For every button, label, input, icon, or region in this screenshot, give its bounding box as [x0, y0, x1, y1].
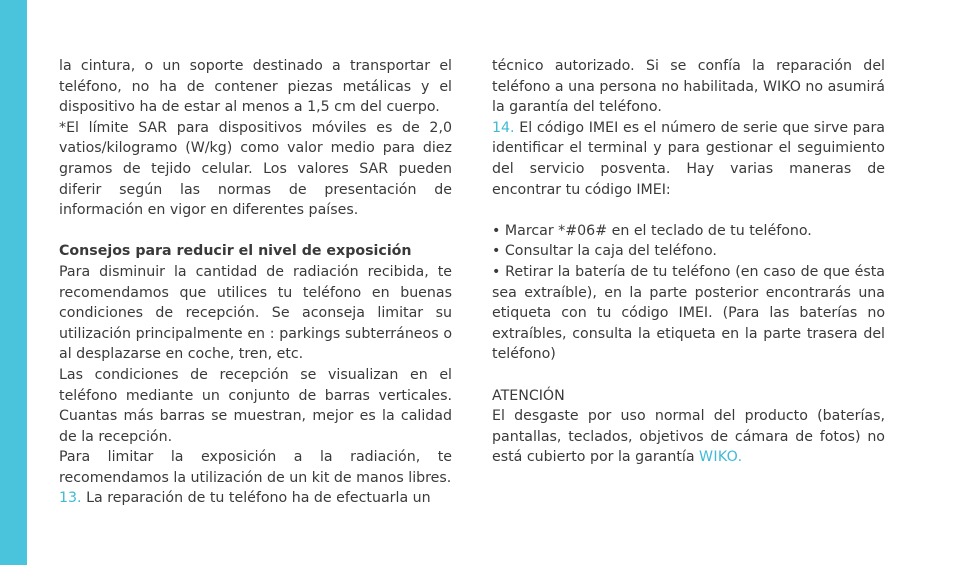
left-column	[59, 56, 452, 509]
paragraph-warranty-wear	[492, 406, 885, 468]
paragraph-authorized-technician: técnico autorizado. Si se confía la reparación del teléfono a una persona no habilitada, WIKO no asumirá la garantía del teléfono.	[492, 58, 885, 116]
bullet-remove-battery: • Retirar la batería de tu teléfono (en caso de que ésta sea extraíble), en la parte posterior encontrarás una etiqueta con tu código IMEI. (Para las baterías no extraíbles, consulta la etiqueta en la parte trasera del teléfono)	[492, 263, 885, 363]
item-13-text: La reparación de tu teléfono ha de efectuarla un	[81, 490, 431, 507]
right-column	[492, 56, 885, 468]
warranty-text: El desgaste por uso normal del producto (baterías, pantallas, teclados, objetivos de cámara de fotos) no está cubierto por la garantía	[492, 408, 885, 466]
item-13-number: 13.	[59, 490, 82, 507]
heading-exposure-tips: Consejos para reducir el nivel de exposición	[59, 243, 412, 260]
bullet-check-box: • Consultar la caja del teléfono.	[492, 243, 717, 260]
paragraph-sar-limit: *El límite SAR para dispositivos móviles es de 2,0 vatios/kilogramo (W/kg) como valor medio para diez gramos de tejido celular. Los valores SAR pueden diferir según las normas de presentación de información en vigor en diferentes países.	[59, 119, 452, 219]
item-14-text: El código IMEI es el número de serie que sirve para identificar el terminal y para gestionar el seguimiento del servicio posventa. Hay varias maneras de encontrar tu código IMEI:	[492, 119, 885, 198]
heading-attention: ATENCIÓN	[492, 387, 565, 404]
bullet-dial-code: • Marcar *#06# en el teclado de tu teléfono.	[492, 222, 812, 239]
spacer	[492, 365, 885, 386]
brand-name: WIKO.	[699, 449, 743, 466]
spacer	[492, 200, 885, 221]
paragraph-reduce-radiation: Para disminuir la cantidad de radiación recibida, te recomendamos que utilices tu teléfono en buenas condiciones de recepción. Se aconseja limitar su utilización principalmente en : parkings subterráneos o al desplazarse en coche, tren, etc.	[59, 263, 452, 363]
paragraph-belt-holder: la cintura, o un soporte destinado a transportar el teléfono, no ha de contener piezas metálicas y el dispositivo ha de estar al menos a 1,5 cm del cuerpo.	[59, 58, 452, 116]
paragraph-reception-bars: Las condiciones de recepción se visualizan en el teléfono mediante un conjunto de barras verticales. Cuantas más barras se muestran, mejor es la calidad de la recepción.	[59, 366, 452, 445]
spacer	[59, 221, 452, 242]
item-14	[492, 118, 885, 200]
paragraph-hands-free: Para limitar la exposición a la radiación, te recomendamos la utilización de un kit de manos libres.	[59, 449, 452, 486]
side-accent-bar	[0, 0, 27, 565]
item-14-number: 14.	[492, 119, 515, 136]
item-13	[59, 488, 452, 509]
